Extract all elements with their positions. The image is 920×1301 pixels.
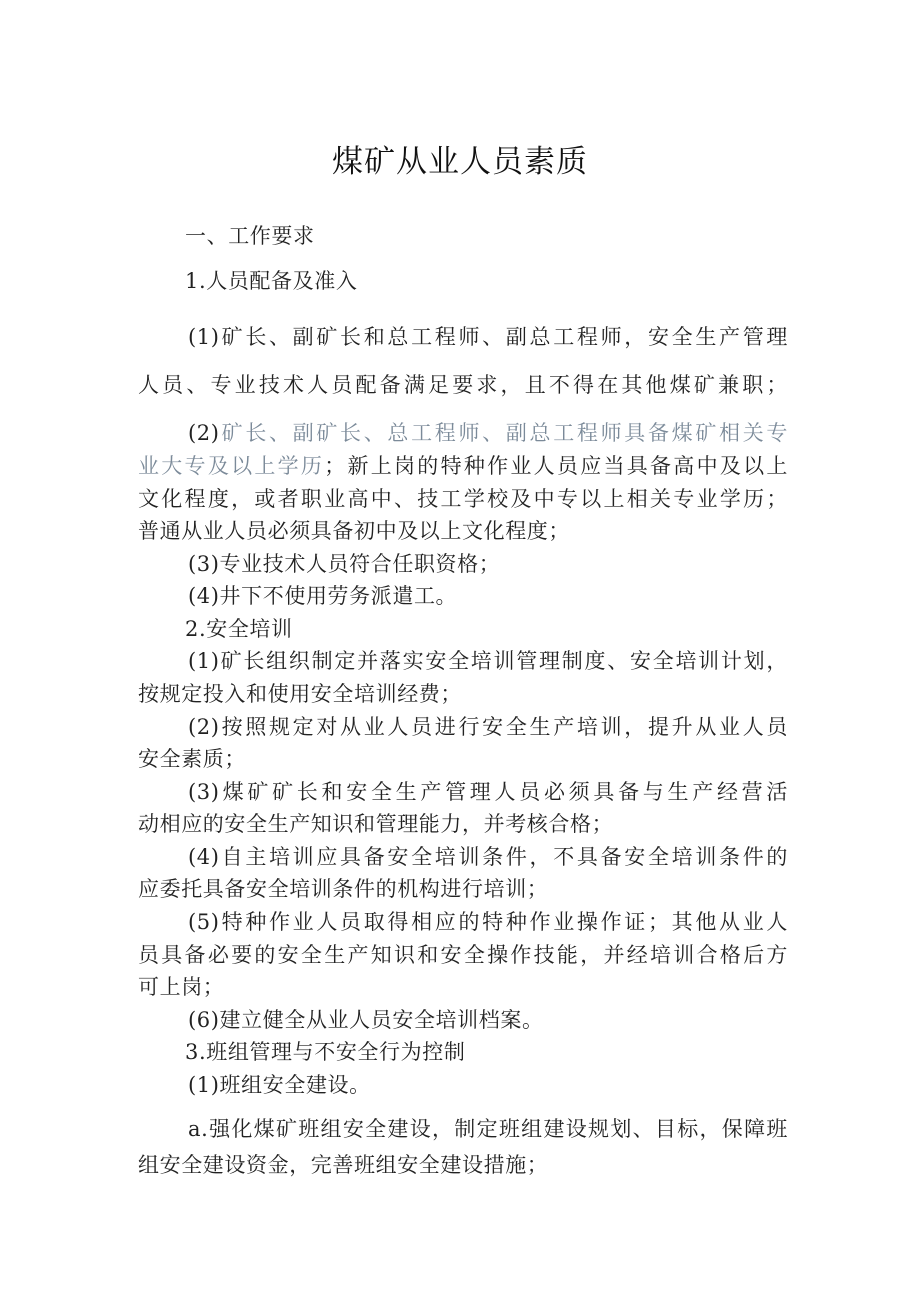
paragraph-line: 动相应的安全生产知识和管理能力，并考核合格； xyxy=(138,812,614,836)
subsection-heading-team-management: 3.班组管理与不安全行为控制 xyxy=(185,1040,466,1064)
paragraph-line: (1)班组安全建设。 xyxy=(188,1073,371,1097)
subsection-heading-staffing: 1.人员配备及准入 xyxy=(185,269,358,293)
paragraph-line: (3)专业技术人员符合任职资格； xyxy=(188,552,501,576)
paragraph-line: 可上岗； xyxy=(138,975,225,999)
paragraph-text: ；新上岗的特种作业人员应当具备高中及以上 xyxy=(324,454,788,478)
paragraph-line: 组安全建设资金，完善班组安全建设措施； xyxy=(138,1153,549,1177)
paragraph-line: (6)建立健全从业人员安全培训档案。 xyxy=(188,1008,544,1032)
faded-text: 矿长、副矿长、总工程师、副总工程师具备煤矿相关专 xyxy=(219,421,788,445)
paragraph-line: (3)煤矿矿长和安全生产管理人员必须具备与生产经营活 xyxy=(188,780,788,804)
paragraph-line: 按规定投入和使用安全培训经费； xyxy=(138,682,462,706)
paragraph-line: 人员、专业技术人员配备满足要求，且不得在其他煤矿兼职； xyxy=(138,373,788,397)
paragraph-line: 普通从业人员必须具备初中及以上文化程度； xyxy=(138,519,570,543)
paragraph-line: (1)矿长组织制定并落实安全培训管理制度、安全培训计划， xyxy=(188,649,788,673)
paragraph-line: 员具备必要的安全生产知识和安全操作技能，并经培训合格后方 xyxy=(138,943,788,967)
paragraph-line: 安全素质； xyxy=(138,747,246,771)
document-title: 煤矿从业人员素质 xyxy=(332,144,588,180)
paragraph-line: (2)按照规定对从业人员进行安全生产培训，提升从业人员 xyxy=(188,715,788,739)
subsection-heading-safety-training: 2.安全培训 xyxy=(185,617,293,641)
section-heading-work-requirements: 一、工作要求 xyxy=(185,224,315,248)
paragraph-line: 文化程度，或者职业高中、技工学校及中专以上相关专业学历； xyxy=(138,487,788,511)
paragraph-line: (1)矿长、副矿长和总工程师、副总工程师，安全生产管理 xyxy=(188,325,788,349)
paragraph-line xyxy=(188,418,788,448)
item-number: (2) xyxy=(188,421,220,445)
paragraph-line: (4)井下不使用劳务派遣工。 xyxy=(188,584,458,608)
paragraph-line: (5)特种作业人员取得相应的特种作业操作证；其他从业人 xyxy=(188,910,788,934)
paragraph-line xyxy=(138,451,788,481)
paragraph-line: a.强化煤矿班组安全建设，制定班组建设规划、目标，保障班 xyxy=(188,1117,788,1141)
faded-text: 业大专及以上学历 xyxy=(138,454,325,478)
paragraph-line: (4)自主培训应具备安全培训条件，不具备安全培训条件的 xyxy=(188,845,788,869)
paragraph-line: 应委托具备安全培训条件的机构进行培训； xyxy=(138,877,549,901)
